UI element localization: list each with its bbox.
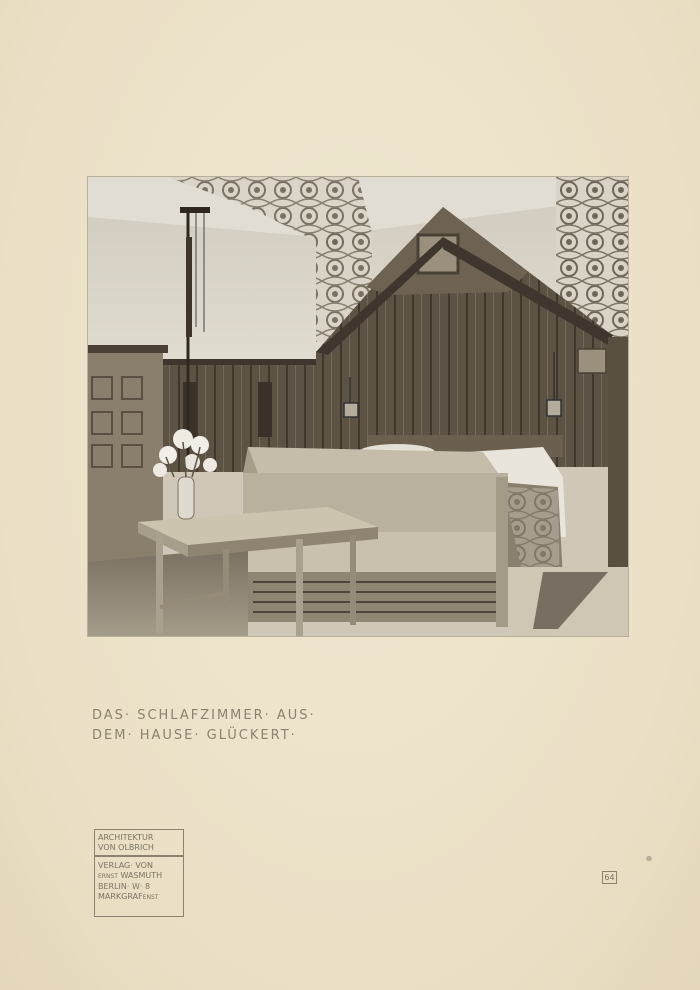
imprint-street-line bbox=[98, 892, 181, 903]
plate-caption bbox=[92, 706, 412, 746]
caption-line-2: DEM· HAUSE· GLÜCKERT· bbox=[92, 728, 297, 743]
imprint-street: MARKGRAF bbox=[98, 891, 143, 901]
imprint-publisher-line-1: VERLAG· VON bbox=[98, 860, 153, 870]
imprint-title-line-2: VON OLBRICH bbox=[98, 843, 154, 852]
imprint-first-name: ERNST bbox=[98, 872, 118, 880]
imprint-city-line: BERLIN· W· 8 bbox=[98, 881, 151, 891]
paper-spot bbox=[646, 856, 652, 861]
photograph-image bbox=[88, 177, 628, 636]
imprint-publisher-line-2 bbox=[98, 871, 181, 882]
caption-line-1: DAS· SCHLAFZIMMER· AUS· bbox=[92, 708, 316, 723]
page-number: 64 bbox=[602, 871, 617, 884]
bedroom-photograph bbox=[88, 177, 628, 636]
imprint-surname: WASMUTH bbox=[120, 870, 163, 880]
imprint-title-line-1: ARCHITEKTUR bbox=[98, 833, 154, 842]
imprint-divider bbox=[95, 855, 183, 857]
publisher-imprint-box bbox=[94, 829, 184, 917]
imprint-street-suffix: ENST bbox=[142, 893, 159, 901]
